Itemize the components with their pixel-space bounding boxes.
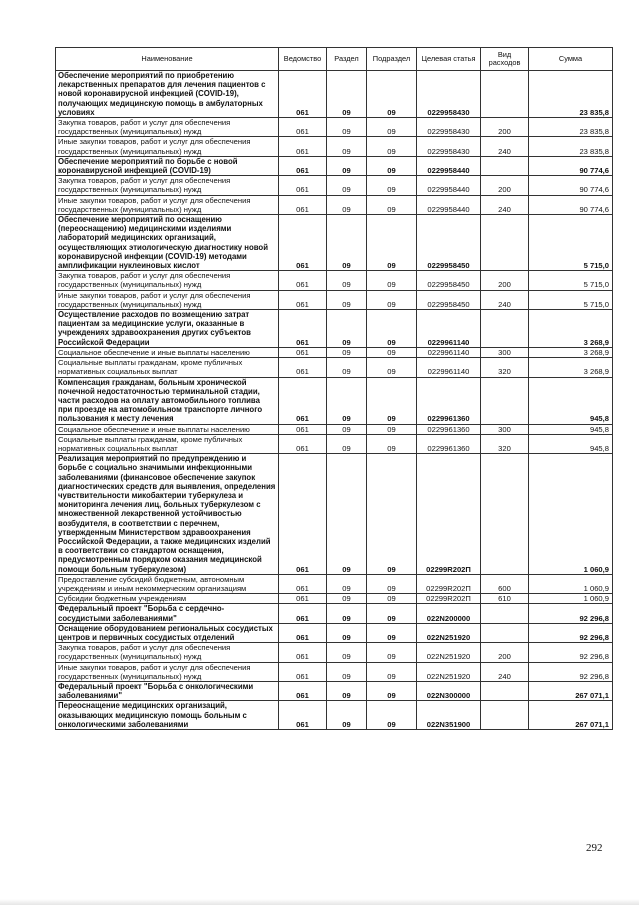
row-target-article: 0229958430 xyxy=(417,71,481,118)
header-sum: Сумма xyxy=(529,48,613,71)
row-sum: 945,8 xyxy=(529,434,613,453)
table-row xyxy=(56,643,613,662)
table-row xyxy=(56,195,613,214)
row-sum: 90 774,6 xyxy=(529,156,613,175)
row-sum: 90 774,6 xyxy=(529,176,613,195)
row-expense-type xyxy=(481,156,529,175)
row-department: 061 xyxy=(279,137,327,156)
row-name: Закупка товаров, работ и услуг для обеспечения государственных (муниципальных) нужд xyxy=(56,118,279,137)
row-target-article: 0229961360 xyxy=(417,434,481,453)
table-row xyxy=(56,156,613,175)
row-expense-type xyxy=(481,310,529,348)
row-department: 061 xyxy=(279,347,327,357)
row-section: 09 xyxy=(327,701,367,730)
row-subsection: 09 xyxy=(367,137,417,156)
row-sum: 92 296,8 xyxy=(529,662,613,681)
row-department: 061 xyxy=(279,604,327,623)
row-expense-type: 200 xyxy=(481,643,529,662)
table-row xyxy=(56,271,613,290)
row-department: 061 xyxy=(279,574,327,593)
row-expense-type: 300 xyxy=(481,424,529,434)
row-expense-type xyxy=(481,604,529,623)
row-target-article: 0229958440 xyxy=(417,176,481,195)
row-subsection: 09 xyxy=(367,377,417,424)
row-name: Субсидии бюджетным учреждениям xyxy=(56,594,279,604)
row-expense-type: 600 xyxy=(481,574,529,593)
row-subsection: 09 xyxy=(367,594,417,604)
row-sum: 23 835,8 xyxy=(529,118,613,137)
row-section: 09 xyxy=(327,137,367,156)
table-row xyxy=(56,215,613,271)
row-department: 061 xyxy=(279,176,327,195)
table-header-row xyxy=(56,48,613,71)
row-target-article: 0229961140 xyxy=(417,347,481,357)
row-department: 061 xyxy=(279,623,327,642)
row-section: 09 xyxy=(327,290,367,309)
table-row xyxy=(56,574,613,593)
row-name: Компенсация гражданам, больным хронической почечной недостаточностью терминальной стадии, части расходов на оплату автомобильного топлива при проезде на автомобильном транспорте личного пользования к месту лечения xyxy=(56,377,279,424)
row-department: 061 xyxy=(279,643,327,662)
row-department: 061 xyxy=(279,195,327,214)
row-target-article: 0229961360 xyxy=(417,424,481,434)
row-name: Закупка товаров, работ и услуг для обеспечения государственных (муниципальных) нужд xyxy=(56,271,279,290)
row-subsection: 09 xyxy=(367,701,417,730)
table-row xyxy=(56,701,613,730)
page-edge-shadow xyxy=(0,899,639,905)
row-subsection: 09 xyxy=(367,271,417,290)
row-name: Оснащение оборудованием региональных сосудистых центров и первичных сосудистых отделений xyxy=(56,623,279,642)
row-section: 09 xyxy=(327,176,367,195)
row-section: 09 xyxy=(327,434,367,453)
table-row xyxy=(56,434,613,453)
row-name: Закупка товаров, работ и услуг для обеспечения государственных (муниципальных) нужд xyxy=(56,643,279,662)
row-section: 09 xyxy=(327,424,367,434)
row-expense-type: 240 xyxy=(481,290,529,309)
row-department: 061 xyxy=(279,271,327,290)
row-department: 061 xyxy=(279,215,327,271)
table-row xyxy=(56,358,613,377)
row-sum: 267 071,1 xyxy=(529,701,613,730)
table-row xyxy=(56,454,613,575)
row-target-article: 0229961140 xyxy=(417,310,481,348)
row-sum: 945,8 xyxy=(529,377,613,424)
header-section: Раздел xyxy=(327,48,367,71)
row-target-article: 0229958430 xyxy=(417,137,481,156)
row-section: 09 xyxy=(327,71,367,118)
row-expense-type: 200 xyxy=(481,271,529,290)
row-expense-type: 320 xyxy=(481,358,529,377)
row-section: 09 xyxy=(327,454,367,575)
row-section: 09 xyxy=(327,377,367,424)
header-target-article: Целевая статья xyxy=(417,48,481,71)
row-expense-type xyxy=(481,623,529,642)
header-name: Наименование xyxy=(56,48,279,71)
row-expense-type xyxy=(481,701,529,730)
row-sum: 5 715,0 xyxy=(529,290,613,309)
row-department: 061 xyxy=(279,454,327,575)
row-subsection: 09 xyxy=(367,118,417,137)
row-name: Иные закупки товаров, работ и услуг для обеспечения государственных (муниципальных) нужд xyxy=(56,290,279,309)
table-row xyxy=(56,682,613,701)
row-section: 09 xyxy=(327,347,367,357)
row-target-article: 022N251920 xyxy=(417,643,481,662)
table-row xyxy=(56,290,613,309)
header-subsection: Подраздел xyxy=(367,48,417,71)
row-expense-type xyxy=(481,215,529,271)
row-department: 061 xyxy=(279,156,327,175)
row-target-article: 0229958450 xyxy=(417,215,481,271)
page-number: 292 xyxy=(586,842,603,854)
row-subsection: 09 xyxy=(367,623,417,642)
row-target-article: 022N251920 xyxy=(417,623,481,642)
row-sum: 5 715,0 xyxy=(529,271,613,290)
row-subsection: 09 xyxy=(367,682,417,701)
row-subsection: 09 xyxy=(367,643,417,662)
row-target-article: 0229961360 xyxy=(417,377,481,424)
table-row xyxy=(56,71,613,118)
row-section: 09 xyxy=(327,215,367,271)
row-target-article: 022N251920 xyxy=(417,662,481,681)
row-sum: 92 296,8 xyxy=(529,623,613,642)
row-target-article: 0229961140 xyxy=(417,358,481,377)
row-expense-type: 200 xyxy=(481,118,529,137)
row-subsection: 09 xyxy=(367,454,417,575)
row-department: 061 xyxy=(279,594,327,604)
row-section: 09 xyxy=(327,604,367,623)
row-section: 09 xyxy=(327,358,367,377)
row-expense-type: 320 xyxy=(481,434,529,453)
row-target-article: 0229958440 xyxy=(417,195,481,214)
row-section: 09 xyxy=(327,156,367,175)
table-row xyxy=(56,604,613,623)
row-sum: 3 268,9 xyxy=(529,347,613,357)
row-subsection: 09 xyxy=(367,347,417,357)
row-sum: 945,8 xyxy=(529,424,613,434)
table-row xyxy=(56,424,613,434)
row-expense-type: 200 xyxy=(481,176,529,195)
row-section: 09 xyxy=(327,682,367,701)
row-expense-type xyxy=(481,682,529,701)
row-section: 09 xyxy=(327,118,367,137)
table-row xyxy=(56,594,613,604)
row-section: 09 xyxy=(327,662,367,681)
table-row xyxy=(56,662,613,681)
row-name: Реализация мероприятий по предупреждению и борьбе с социально значимыми инфекционными заболеваниями (финансовое обеспечение закупок диагностических средств для выявления, определения чувствительности микобактерии туберкулеза и мониторинга лечения лиц, больных туберкулезом с множественной лекарственной устойчивостью возбудителя, в соответствии с перечнем, утвержденным Министерством здравоохранения Российской Федерации, а также медицинских изделий в соответствии со стандартом оснащения, предусмотренным порядком оказания медицинской помощи больным туберкулезом) xyxy=(56,454,279,575)
row-name: Обеспечение мероприятий по оснащению (переоснащению) медицинскими изделиями лабораторий медицинских организаций, осуществляющих этиологическую диагностику новой коронавирусной инфекции (COVID-19) методами амплификации нуклеиновых кислот xyxy=(56,215,279,271)
row-section: 09 xyxy=(327,594,367,604)
row-department: 061 xyxy=(279,118,327,137)
row-department: 061 xyxy=(279,424,327,434)
row-name: Федеральный проект "Борьба с онкологическими заболеваниями" xyxy=(56,682,279,701)
row-subsection: 09 xyxy=(367,195,417,214)
row-subsection: 09 xyxy=(367,662,417,681)
row-expense-type: 610 xyxy=(481,594,529,604)
row-sum: 23 835,8 xyxy=(529,137,613,156)
row-target-article: 02299R202П xyxy=(417,594,481,604)
row-section: 09 xyxy=(327,643,367,662)
row-department: 061 xyxy=(279,662,327,681)
row-subsection: 09 xyxy=(367,290,417,309)
row-department: 061 xyxy=(279,290,327,309)
row-name: Осуществление расходов по возмещению затрат пациентам за медицинские услуги, оказанные в учреждениях здравоохранения других субъектов Российской Федерации xyxy=(56,310,279,348)
table-row xyxy=(56,377,613,424)
row-expense-type xyxy=(481,454,529,575)
row-target-article: 0229958450 xyxy=(417,290,481,309)
row-name: Закупка товаров, работ и услуг для обеспечения государственных (муниципальных) нужд xyxy=(56,176,279,195)
row-subsection: 09 xyxy=(367,358,417,377)
row-section: 09 xyxy=(327,574,367,593)
row-expense-type xyxy=(481,377,529,424)
row-subsection: 09 xyxy=(367,574,417,593)
row-department: 061 xyxy=(279,434,327,453)
row-department: 061 xyxy=(279,377,327,424)
row-sum: 23 835,8 xyxy=(529,71,613,118)
row-subsection: 09 xyxy=(367,434,417,453)
row-sum: 3 268,9 xyxy=(529,310,613,348)
row-department: 061 xyxy=(279,358,327,377)
row-department: 061 xyxy=(279,701,327,730)
row-target-article: 022N351900 xyxy=(417,701,481,730)
row-name: Социальные выплаты гражданам, кроме публичных нормативных социальных выплат xyxy=(56,434,279,453)
row-name: Иные закупки товаров, работ и услуг для обеспечения государственных (муниципальных) нужд xyxy=(56,137,279,156)
row-subsection: 09 xyxy=(367,176,417,195)
table-row xyxy=(56,137,613,156)
row-target-article: 02299R202П xyxy=(417,454,481,575)
row-sum: 90 774,6 xyxy=(529,195,613,214)
row-name: Обеспечение мероприятий по борьбе с новой коронавирусной инфекцией (COVID-19) xyxy=(56,156,279,175)
row-name: Социальные выплаты гражданам, кроме публичных нормативных социальных выплат xyxy=(56,358,279,377)
header-department: Ведомство xyxy=(279,48,327,71)
table-row xyxy=(56,347,613,357)
row-sum: 267 071,1 xyxy=(529,682,613,701)
row-target-article: 02299R202П xyxy=(417,574,481,593)
budget-table xyxy=(55,47,613,730)
table-row xyxy=(56,176,613,195)
row-name: Предоставление субсидий бюджетным, автономным учреждениям и иным некоммерческим организациям xyxy=(56,574,279,593)
row-subsection: 09 xyxy=(367,215,417,271)
row-sum: 92 296,8 xyxy=(529,604,613,623)
row-expense-type: 240 xyxy=(481,137,529,156)
row-department: 061 xyxy=(279,682,327,701)
row-sum: 92 296,8 xyxy=(529,643,613,662)
row-target-article: 022N300000 xyxy=(417,682,481,701)
row-expense-type: 300 xyxy=(481,347,529,357)
row-sum: 5 715,0 xyxy=(529,215,613,271)
row-expense-type: 240 xyxy=(481,662,529,681)
row-section: 09 xyxy=(327,310,367,348)
row-section: 09 xyxy=(327,271,367,290)
row-sum: 3 268,9 xyxy=(529,358,613,377)
table-row xyxy=(56,310,613,348)
row-subsection: 09 xyxy=(367,71,417,118)
row-target-article: 0229958430 xyxy=(417,118,481,137)
row-section: 09 xyxy=(327,195,367,214)
row-name: Иные закупки товаров, работ и услуг для обеспечения государственных (муниципальных) нужд xyxy=(56,195,279,214)
row-subsection: 09 xyxy=(367,424,417,434)
row-subsection: 09 xyxy=(367,604,417,623)
row-department: 061 xyxy=(279,310,327,348)
row-name: Обеспечение мероприятий по приобретению лекарственных препаратов для лечения пациентов с новой коронавирусной инфекцией (COVID-19), получающих медицинскую помощь в амбулаторных условиях xyxy=(56,71,279,118)
row-expense-type: 240 xyxy=(481,195,529,214)
row-target-article: 0229958440 xyxy=(417,156,481,175)
row-sum: 1 060,9 xyxy=(529,454,613,575)
row-target-article: 0229958450 xyxy=(417,271,481,290)
row-sum: 1 060,9 xyxy=(529,594,613,604)
row-name: Социальное обеспечение и иные выплаты населению xyxy=(56,347,279,357)
row-target-article: 022N200000 xyxy=(417,604,481,623)
table-row xyxy=(56,623,613,642)
table-row xyxy=(56,118,613,137)
row-department: 061 xyxy=(279,71,327,118)
row-expense-type xyxy=(481,71,529,118)
row-subsection: 09 xyxy=(367,156,417,175)
row-name: Федеральный проект "Борьба с сердечно-сосудистыми заболеваниями" xyxy=(56,604,279,623)
row-name: Иные закупки товаров, работ и услуг для обеспечения государственных (муниципальных) нужд xyxy=(56,662,279,681)
row-subsection: 09 xyxy=(367,310,417,348)
row-name: Социальное обеспечение и иные выплаты населению xyxy=(56,424,279,434)
row-section: 09 xyxy=(327,623,367,642)
row-sum: 1 060,9 xyxy=(529,574,613,593)
row-name: Переоснащение медицинских организаций, оказывающих медицинскую помощь больным с онкологическими заболеваниями xyxy=(56,701,279,730)
header-expense-type: Вид расходов xyxy=(481,48,529,71)
